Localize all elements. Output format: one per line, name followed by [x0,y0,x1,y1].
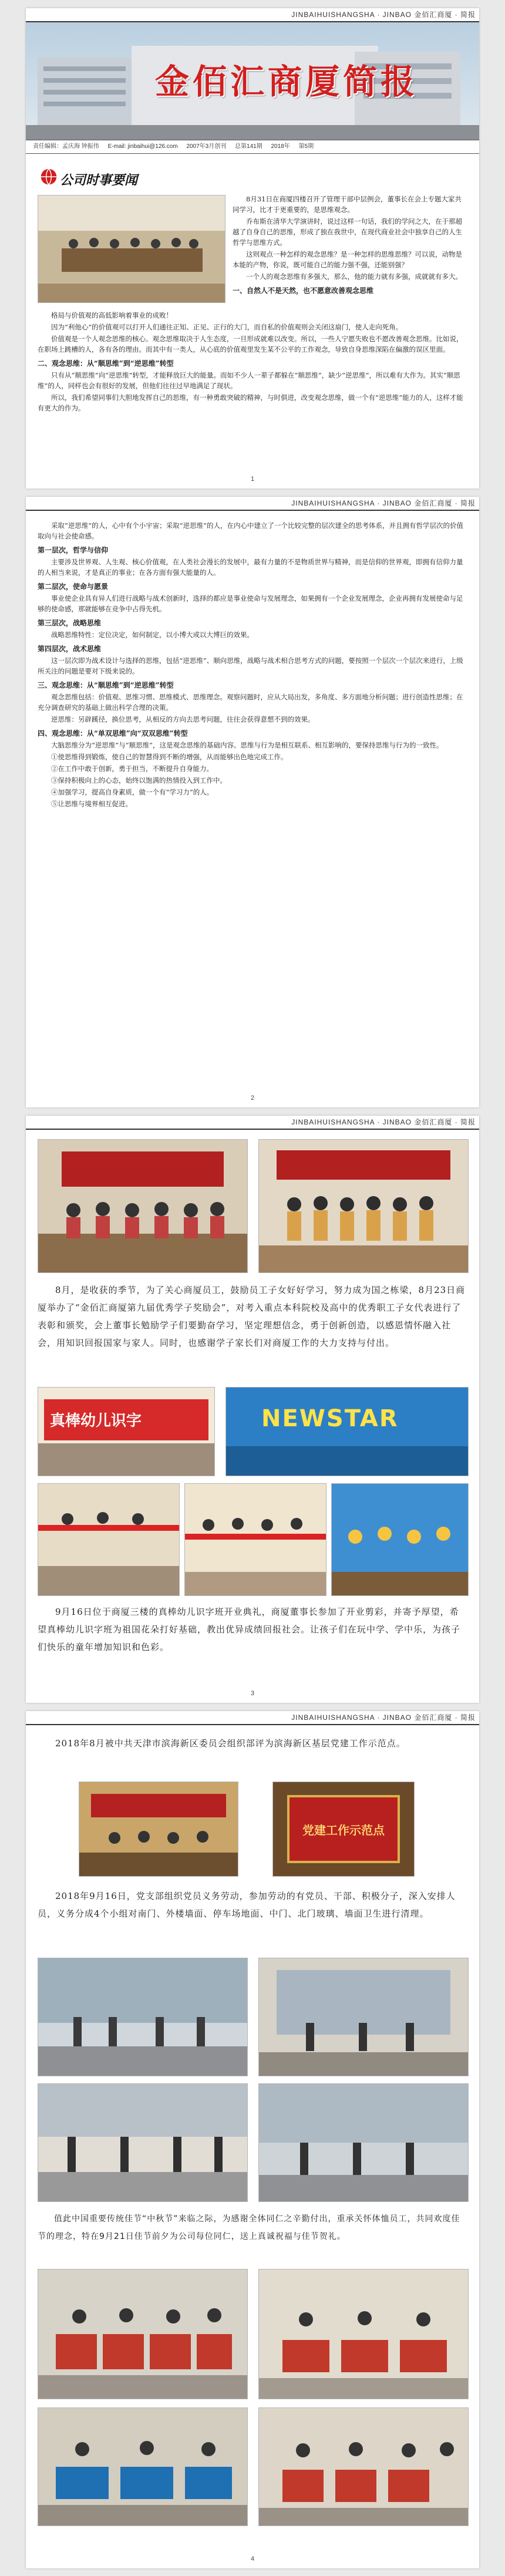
body-para: ③保持积极向上的心态，始终以饱满的热情投入到工作中。 [51,776,227,784]
page-2 [26,497,479,1107]
section-globe-icon [38,166,60,188]
section-title: 公司时事要闻 [60,173,138,188]
award-text [38,1281,467,1352]
body-heading: 第三层次，战略思维 [38,619,102,627]
page-header: JINBAIHUISHANGSHA · JINBAO 金佰汇商厦 · 简报 [26,1116,479,1130]
info-year: 2018年 [271,143,290,150]
body-para: 只有从“顺思维”向“逆思维”转型，才能释放巨大的能量。而如不少人一辈子都躲在“顺思维”，缺少“逆思维”，所以难有大作为。其实“顺思维”的人，同样也会有很好的发展，但他们往往过早地满足了现状。 [38,371,460,390]
page2-body [38,520,467,810]
body-para: ②在工作中敢于创新，勇于担当，不断提升自身能力。 [51,765,213,773]
body-para: 观念思维包括：价值观、思维习惯、思维模式、思维理念。观察问题时，应从大局出发，多角度、多方面地分析问题；进行创造性思维；在充分调查研究的基础上做出科学合理的决策。 [38,693,463,712]
body-heading: 第一层次，哲学与信仰 [38,546,109,554]
award-ceremony-photo [79,1782,238,1877]
ribbon-cutting-photo-1 [38,1483,180,1596]
intro-para: 8月31日在商厦四楼召开了管理干部中层例会，董事长在会上专题大家共同学习，比才于更重要的，是思维观念。 [233,195,462,214]
gift-photo-2 [258,2269,469,2399]
cleaning-paragraph: 2018年9月16日，党支部组织党员义务劳动，参加劳动的有党员、干部、积极分子，深入安排人员，义务分成4个小组对南门、外楼墙面、停车场地面、中门、北门玻璃、墙面卫生进行清理。 [38,1891,456,1919]
award-photo-right [258,1139,469,1273]
body-heading: 第二层次，使命与愿景 [38,582,109,591]
body-para: 采取“逆思维”的人，心中有个小宇宙；采取“逆思维”的人，在内心中建立了一个比较完整的层次建全的思考体系，并且拥有哲学层次的价值取向与社会使命感。 [38,521,464,540]
gift-photo-3 [38,2407,248,2526]
award-paragraph: 8月，是收获的季节，为了关心商厦员工，鼓励员工子女好好学习，努力成为国之栋梁，8月23日商厦举办了“金佰汇商厦第九届优秀学子奖励会”，对考入重点本科院校及高中的优秀职工子女代表进行了表彰和颁奖，会上董事长勉励学子们要勤奋学习，坚定理想信念，勇于创新创造，以感恩情怀融入社会，用知识回报国家与家人。同时，也感谢学子家长们对商厦工作的大力支持与付出。 [38,1285,466,1348]
body-para: 所以，我们希望同事们大胆地发挥自己的思维，有一种勇敢突破的精神，与时俱进，改变观念思维，做一个有“逆思维”能力的人，这样才能有更大的作为。 [38,393,463,412]
cleaning-photo-1 [38,1958,248,2076]
intro-para: 乔布斯在清华大学演讲时，说过这样一句话，我们的学问之大，在于那超越了自身自己的思维，形成了独在我世中，在现代商业社会中独享自己的人生哲学与思维方式。 [233,217,462,247]
newstar-sign-photo [225,1387,469,1476]
page-number: 1 [250,476,255,483]
ribbon-cutting-photo-2 [184,1483,326,1596]
intro-heading: 一、自然人不是天然，也不愿意改善观念思维 [233,287,374,295]
party-award-paragraph: 2018年8月被中共天津市滨海新区委员会组织部评为滨海新区基层党建工作示范点。 [55,1738,406,1749]
party-award-text [38,1735,467,1752]
page-1 [26,8,479,489]
body-para: 逆思维：另辟蹊径，换位思考，从相反的方向去思考问题，往往会获得意想不到的效果。 [51,715,315,723]
kindergarten-text [38,1603,467,1656]
cleaning-photo-2 [258,1958,469,2076]
page-header: JINBAIHUISHANGSHA · JINBAO 金佰汇商厦 · 简报 [26,497,479,511]
body-para: 事业使企业具有异人们进行战略与战术创新时，选择的都应是事业使命与发展理念，如果拥有一个企业发展理念，企业再拥有发展使命与足够的使命感，那就能够在竞争中占得先机。 [38,594,463,613]
plaque-board [287,1795,400,1863]
body-para: 因为“利他心”的价值观可以打开人们通往正知、正见、正行的大门，而自私的价值观则会关闭这扇门，使人走向死角。 [51,323,403,331]
intro-text [233,194,467,297]
cleaning-photo-4 [258,2083,469,2202]
body-para: 价值观是一个人观念思维的核心。观念思维取决于人生态度，一旦形成就难以改变。所以，一些人宁愿失败也不愿改善观念思维。比如说，在职场上跳槽的人，各有各的理由。而其中有一类人，从心底的价值观里发生某不公平的工作观念，导致自身思维深陷在偏激的误区里面。 [38,335,463,353]
info-founded: 2007年3月创刊 [186,143,227,150]
cleaning-text [38,1887,467,1922]
sign-text-right: NEWSTAR [261,1405,399,1432]
body-para: 格局与价值观的高低影响着事业的成败！ [51,311,173,319]
body-para: 战略思维特性：定位决定，如何制定，以小博大或以大博巨的效果。 [51,631,254,639]
kindergarten-paragraph: 9月16日位于商厦三楼的真棒幼儿识字班开业典礼，商厦董事长参加了开业剪彩，并寄予厚望，希望真棒幼儿识字班为祖国花朵打好基础，教出优异成绩回报社会。让孩子们在玩中学、学中乐，为孩子们快乐的童年增加知识和色彩。 [38,1607,461,1652]
plaque-photo [272,1782,415,1877]
body-para: ④加强学习，提高自身素质，做一个有“学习力”的人。 [51,788,214,796]
body-heading: 四、观念思维：从“单双思维”向“双双思维”转型 [38,729,188,738]
page-number: 2 [250,1095,255,1102]
intro-para: 这则观点一种怎样的观念思维？是一种怎样的思维思维？可以说，动物是本能的产物，你说，既可能自己的能力强不强，还能别强？ [233,250,462,269]
cleaning-photo-3 [38,2083,248,2202]
banner [26,22,479,140]
body-para: 这一层次即为战术设计与选择的思维，包括“逆思维”、顺向思维，战略与战术相合思考方式的问题，要按照一个层次一个层次来进行，上级所关注的问题是要对下级来说的。 [38,656,463,675]
page-header: JINBAIHUISHANGSHA · JINBAO 金佰汇商厦 · 简报 [26,1711,479,1725]
meeting-photo [38,195,225,303]
body-para: ⑤让思维与境界相互促进。 [51,800,132,808]
page1-body [38,310,467,415]
body-para: 大脑思维分为“逆思维”与“顺思维”，这是观念思维的基础内容。思维与行为是相互联系、相互影响的，要保持思维与行为的一致性。 [51,741,443,749]
performance-photo [331,1483,469,1596]
masthead-info [26,140,479,154]
info-issue-total: 总第141期 [235,143,262,150]
festival-text [38,2210,467,2245]
body-heading: 三、观念思维：从“顺思维”到“逆思维”转型 [38,681,174,689]
body-para: ①使思维得到锻炼，使自己的智慧得到不断的增强，从而能够出色地完成工作。 [51,753,288,761]
gift-photo-4 [258,2407,469,2526]
body-heading: 二、观念思维：从“顺思维”到“逆思维”转型 [38,359,174,368]
page-number: 4 [250,2555,255,2562]
body-heading: 第四层次，战术思维 [38,645,102,653]
kindergarten-sign-photo [38,1387,215,1476]
sign-text-left: 真棒幼儿识字 [50,1412,142,1430]
intro-para: 一个人的观念思维有多强大，那么，他的能力就有多强，成就就有多大。 [246,272,462,281]
info-issue: 第5期 [298,143,314,150]
page-3 [26,1116,479,1703]
body-para: 主要涉及世界观、人生观、核心价值观，在人类社会漫长的发展中，最有力量的不是物质世界与精神，而是信仰的世界观，即拥有信仰力量的人相当来说，才是真正的事业；在各方面有强大能量的人。 [38,558,463,577]
festival-paragraph: 值此中国重要传统佳节“中秋节”来临之际，为感谢全体同仁之辛勤付出，重承关怀体恤员工，共同欢度佳节的理念，特在9月21日佳节前夕为公司每位同仁，送上真诚祝福与佳节贺礼。 [38,2214,460,2241]
award-photo-left [38,1139,248,1273]
page-number: 3 [250,1690,255,1697]
page-4 [26,1711,479,2568]
info-email: E-mail: jinbaihui@126.com [107,143,178,150]
plaque-text: 党建工作示范点 [302,1823,385,1837]
page-header: JINBAIHUISHANGSHA · JINBAO 金佰汇商厦 · 简报 [26,8,479,22]
info-editor: 责任编辑：孟庆海 钟振伟 [33,143,99,150]
gift-photo-1 [38,2269,248,2399]
banner-title: 金佰汇商厦简报 [155,62,419,102]
